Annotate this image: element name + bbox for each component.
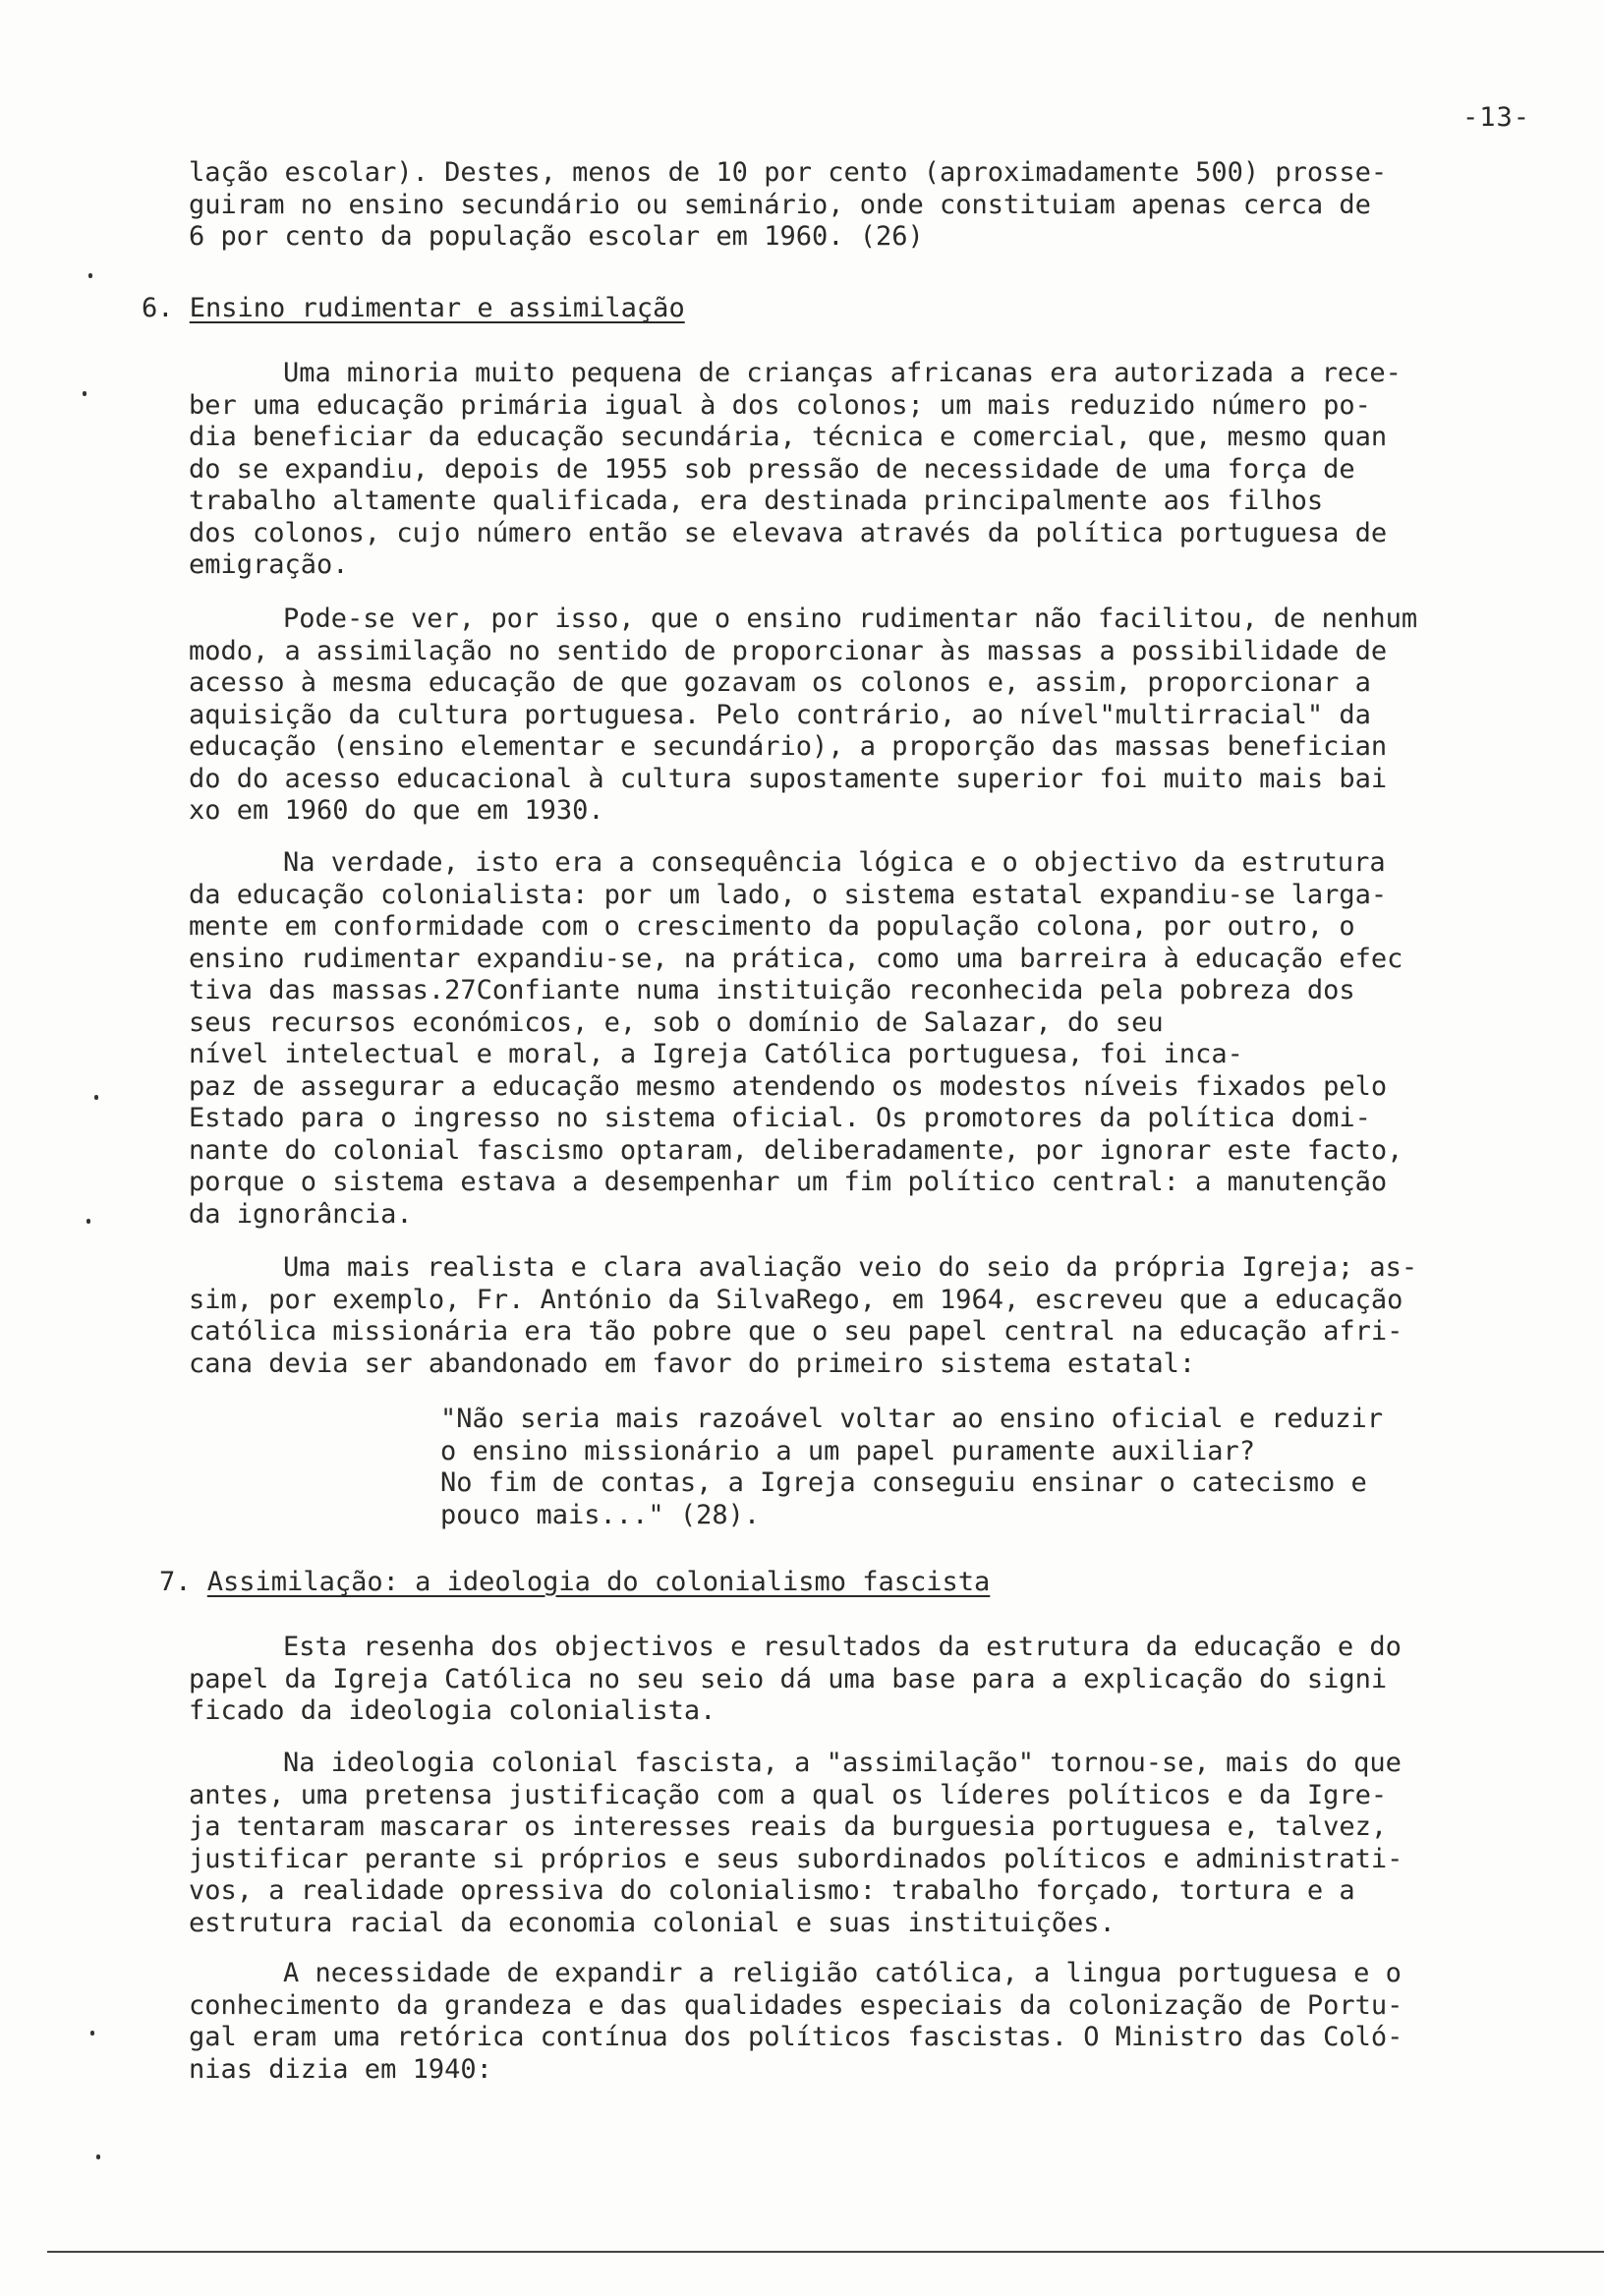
text-line: xo em 1960 do que em 1930. xyxy=(189,795,604,826)
text-line: Uma minoria muito pequena de crianças africanas era autorizada a rece- xyxy=(283,358,1402,388)
text-line: antes, uma pretensa justificação com a qual os líderes políticos e da Igre- xyxy=(189,1779,1388,1810)
text-line: dia beneficiar da educação secundária, técnica e comercial, que, mesmo quan xyxy=(189,422,1388,452)
text-line: Esta resenha dos objectivos e resultados da estrutura da educação e do xyxy=(283,1632,1402,1662)
text-line: justificar perante si próprios e seus subordinados políticos e administrati- xyxy=(189,1843,1404,1874)
section-number: 6. xyxy=(142,293,174,323)
text-line: acesso à mesma educação de que gozavam os colonos e, assim, proporcionar a xyxy=(189,667,1371,698)
text-line: cana devia ser abandonado em favor do primeiro sistema estatal: xyxy=(189,1348,1196,1379)
text-line: Na ideologia colonial fascista, a "assimilação" tornou-se, mais do que xyxy=(283,1748,1402,1778)
text-line: nante do colonial fascismo optaram, deliberadamente, por ignorar este facto, xyxy=(189,1134,1404,1166)
text-line: modo, a assimilação no sentido de proporcionar às massas a possibilidade de xyxy=(189,635,1388,666)
text-line: mente em conformidade com o crescimento da população colona, por outro, o xyxy=(189,911,1355,942)
text-line: do do acesso educacional à cultura supostamente superior foi muito mais bai xyxy=(189,763,1388,794)
text-line: católica missionária era tão pobre que o seu papel central na educação afri- xyxy=(189,1316,1404,1347)
scan-speck xyxy=(96,2154,100,2159)
page-number: -13- xyxy=(1462,102,1531,133)
text-line: sim, por exemplo, Fr. António da SilvaRego, em 1964, escreveu que a educação xyxy=(189,1284,1404,1315)
scan-speck xyxy=(83,391,86,396)
scan-speck xyxy=(90,2031,94,2036)
text-line: porque o sistema estava a desempenhar um fim político central: a manutenção xyxy=(189,1167,1388,1197)
section-6-paragraph-2 xyxy=(189,603,1521,828)
text-line: paz de assegurar a educação mesmo atendendo os modestos níveis fixados pelo xyxy=(189,1070,1388,1102)
scan-speck xyxy=(88,273,92,278)
section-title: Assimilação: a ideologia do colonialismo fascista xyxy=(206,1567,991,1597)
section-6-paragraph-1 xyxy=(189,358,1521,582)
block-quote xyxy=(440,1404,1521,1531)
text-line: educação (ensino elementar e secundário), a proporção das massas benefician xyxy=(189,731,1388,762)
section-title: Ensino rudimentar e assimilação xyxy=(189,293,685,323)
section-7-paragraph-2 xyxy=(189,1748,1521,1939)
text-line: conhecimento da grandeza e das qualidades especiais da colonização de Portu- xyxy=(189,1989,1404,2021)
text-line: emigração. xyxy=(189,549,349,580)
text-line: guiram no ensino secundário ou seminário, onde constituiam apenas cerca de xyxy=(189,189,1371,220)
text-line: ficado da ideologia colonialista. xyxy=(189,1695,716,1726)
quote-line: No fim de contas, a Igreja conseguiu ensinar o catecismo e xyxy=(440,1467,1367,1498)
section-7-heading xyxy=(159,1567,990,1597)
text-line: nias dizia em 1940: xyxy=(189,2053,492,2085)
scan-speck xyxy=(86,1219,90,1224)
section-7-paragraph-1 xyxy=(189,1632,1521,1728)
text-line: Uma mais realista e clara avaliação veio do seio da própria Igreja; as- xyxy=(283,1252,1418,1283)
text-line: nível intelectual e moral, a Igreja Católica portuguesa, foi inca- xyxy=(189,1039,1243,1069)
section-6-paragraph-4 xyxy=(189,1252,1521,1380)
intro-paragraph xyxy=(189,157,1521,254)
section-number: 7. xyxy=(159,1567,192,1597)
text-line: do se expandiu, depois de 1955 sob pressão de necessidade de uma força de xyxy=(189,453,1355,485)
text-line: estrutura racial da economia colonial e suas instituições. xyxy=(189,1907,1116,1938)
text-line: da ignorância. xyxy=(189,1198,413,1230)
quote-line: "Não seria mais razoável voltar ao ensino oficial e reduzir xyxy=(440,1404,1384,1434)
text-line: ensino rudimentar expandiu-se, na prática, como uma barreira à educação efec xyxy=(189,943,1404,974)
text-line: Na verdade, isto era a consequência lógica e o objectivo da estrutura xyxy=(283,847,1386,878)
text-line: 6 por cento da população escolar em 1960. (26) xyxy=(189,221,924,252)
text-line: Pode-se ver, por isso, que o ensino rudimentar não facilitou, de nenhum xyxy=(283,603,1418,634)
text-line: papel da Igreja Católica no seu seio dá uma base para a explicação do signi xyxy=(189,1663,1388,1694)
text-line: ber uma educação primária igual à dos colonos; um mais reduzido número po- xyxy=(189,389,1371,421)
text-line: trabalho altamente qualificada, era destinada principalmente aos filhos xyxy=(189,486,1324,516)
text-line: vos, a realidade opressiva do colonialismo: trabalho forçado, tortura e a xyxy=(189,1875,1355,1906)
text-line: ja tentaram mascarar os interesses reais da burguesia portuguesa e, talvez, xyxy=(189,1811,1388,1842)
bottom-edge-line xyxy=(47,2251,1604,2253)
quote-line: o ensino missionário a um papel puramente auxiliar? xyxy=(440,1435,1256,1466)
section-6-paragraph-3 xyxy=(189,847,1521,1231)
quote-line: pouco mais..." (28). xyxy=(440,1499,761,1530)
text-line: A necessidade de expandir a religião católica, a lingua portuguesa e o xyxy=(283,1958,1402,1988)
text-line: tiva das massas.27Confiante numa instituição reconhecida pela pobreza dos xyxy=(189,975,1355,1005)
text-line: Estado para o ingresso no sistema oficial. Os promotores da política domi- xyxy=(189,1103,1371,1133)
section-6-heading xyxy=(142,293,685,323)
text-line: gal eram uma retórica contínua dos políticos fascistas. O Ministro das Coló- xyxy=(189,2022,1404,2052)
text-line: lação escolar). Destes, menos de 10 por cento (aproximadamente 500) prosse- xyxy=(189,157,1388,188)
text-line: dos colonos, cujo número então se elevava através da política portuguesa de xyxy=(189,517,1388,548)
section-7-paragraph-3 xyxy=(189,1958,1521,2086)
text-line: seus recursos económicos, e, sob o domínio de Salazar, do seu xyxy=(189,1006,1164,1038)
scan-speck xyxy=(94,1095,98,1100)
text-line: da educação colonialista: por um lado, o sistema estatal expandiu-se larga- xyxy=(189,879,1388,910)
text-line: aquisição da cultura portuguesa. Pelo contrário, ao nível"multirracial" da xyxy=(189,699,1371,730)
